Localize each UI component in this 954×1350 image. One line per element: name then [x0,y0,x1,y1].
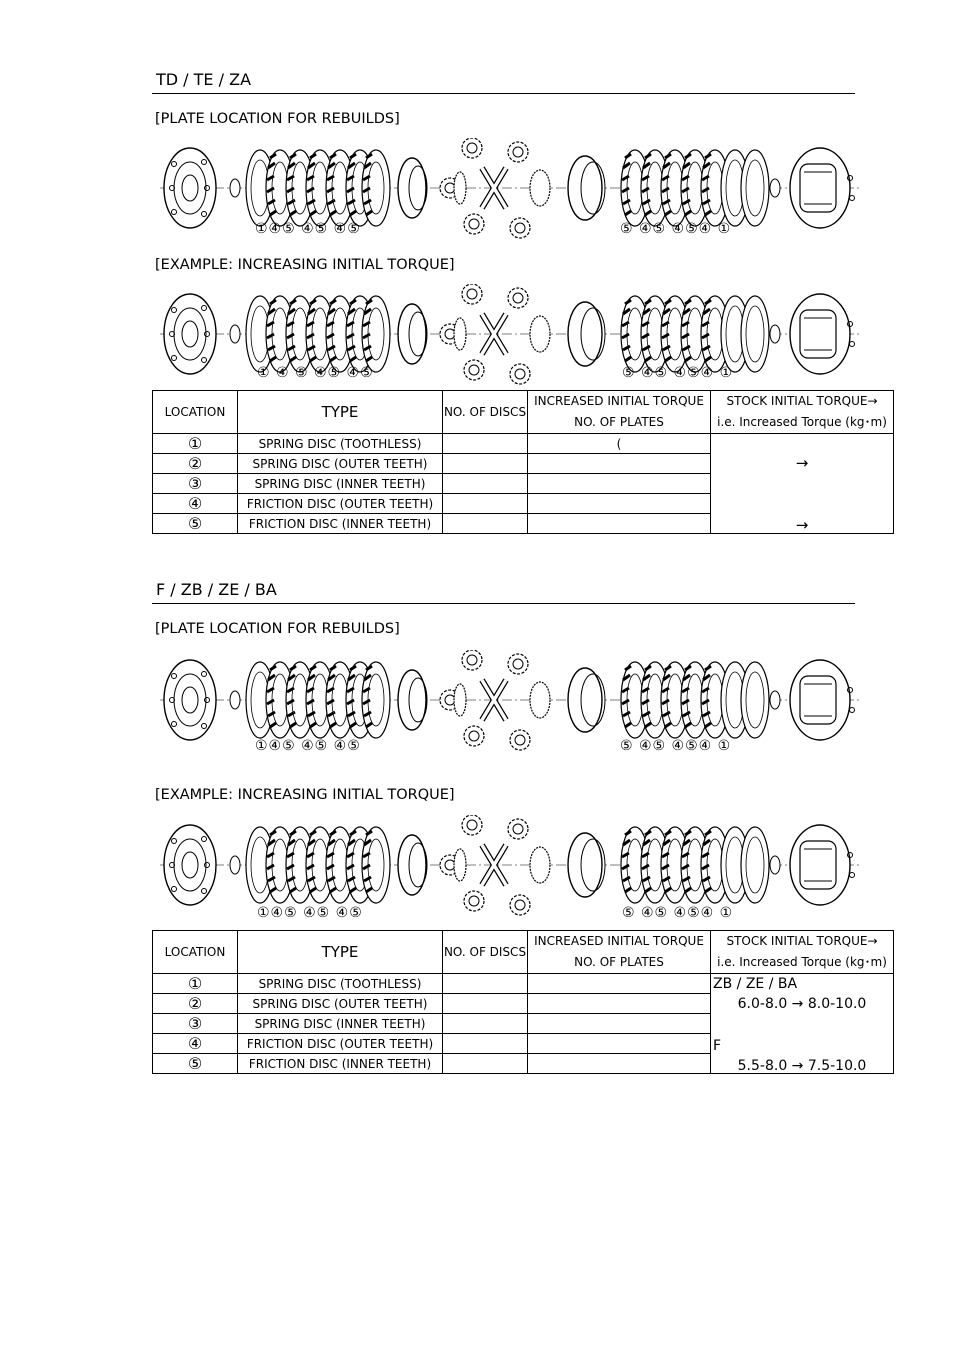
stock-torque-cell [711,434,894,534]
location-cell: ④ [153,1034,238,1054]
example-plate-numbers-left: ①④⑤ ④⑤ ④⑤ [257,905,363,921]
discs-cell [443,1014,528,1034]
rebuild-plate-numbers-right: ⑤ ④⑤ ④⑤④ ① [620,738,732,754]
header-location: LOCATION [153,931,238,974]
rebuild-label: [PLATE LOCATION FOR REBUILDS] [155,621,400,637]
table-header-row [153,391,894,434]
stock-torque-arrow: → [795,516,809,534]
discs-cell [443,494,528,514]
example-plate-numbers-right: ⑤ ④⑤ ④⑤④ ① [622,365,734,381]
type-cell: FRICTION DISC (OUTER TEETH) [238,494,443,514]
discs-cell [443,974,528,994]
stock-torque-arrow: → [795,454,809,472]
disc-spec-table [152,390,894,534]
type-cell: FRICTION DISC (OUTER TEETH) [238,1034,443,1054]
type-cell: FRICTION DISC (INNER TEETH) [238,514,443,534]
plates-cell [528,1054,711,1074]
type-cell: SPRING DISC (TOOTHLESS) [238,434,443,454]
section-divider [152,603,855,604]
plates-cell [528,454,711,474]
location-cell: ④ [153,494,238,514]
example-plate-numbers-left: ① ④ ⑤ ④⑤ ④⑤ [257,365,374,381]
location-cell: ③ [153,1014,238,1034]
plates-cell [528,974,711,994]
location-cell: ⑤ [153,514,238,534]
type-cell: SPRING DISC (OUTER TEETH) [238,454,443,474]
location-cell: ⑤ [153,1054,238,1074]
discs-cell [443,994,528,1014]
table-row [153,434,894,454]
disc-spec-table [152,930,894,1074]
section-title-td-te-za: TD / TE / ZA [156,70,252,89]
plates-cell [528,1034,711,1054]
discs-cell [443,1034,528,1054]
header-stock-torque: STOCK INITIAL TORQUE→ i.e. Increased Torque (kg･m) [711,391,894,434]
discs-cell [443,514,528,534]
header-type: TYPE [238,931,443,974]
stock-torque-value: 5.5-8.0 → 7.5-10.0 [737,1058,867,1074]
header-type: TYPE [238,391,443,434]
stock-torque-cell [711,974,894,1074]
type-cell: FRICTION DISC (INNER TEETH) [238,1054,443,1074]
example-label: [EXAMPLE: INCREASING INITIAL TORQUE] [155,257,455,273]
header-no-of-discs: NO. OF DISCS [443,391,528,434]
location-cell: ① [153,974,238,994]
location-cell: ① [153,434,238,454]
stock-model-f: F [713,1038,722,1054]
rebuild-label: [PLATE LOCATION FOR REBUILDS] [155,111,400,127]
plates-cell [528,994,711,1014]
location-cell: ② [153,454,238,474]
table-header-row [153,931,894,974]
location-cell: ③ [153,474,238,494]
example-plate-numbers-right: ⑤ ④⑤ ④⑤④ ① [622,905,734,921]
example-label: [EXAMPLE: INCREASING INITIAL TORQUE] [155,787,455,803]
plates-cell [528,474,711,494]
type-cell: SPRING DISC (TOOTHLESS) [238,974,443,994]
header-no-of-discs: NO. OF DISCS [443,931,528,974]
header-increased-torque: INCREASED INITIAL TORQUE NO. OF PLATES [528,391,711,434]
plates-cell: ( [528,434,711,454]
plates-cell [528,494,711,514]
section-title-f-zb-ze-ba: F / ZB / ZE / BA [156,580,277,599]
header-increased-torque: INCREASED INITIAL TORQUE NO. OF PLATES [528,931,711,974]
discs-cell [443,454,528,474]
plates-cell [528,1014,711,1034]
header-location: LOCATION [153,391,238,434]
stock-model-zb-ze-ba: ZB / ZE / BA [713,976,798,992]
discs-cell [443,1054,528,1074]
section-divider [152,93,855,94]
discs-cell [443,474,528,494]
discs-cell [443,434,528,454]
stock-torque-value: 6.0-8.0 → 8.0-10.0 [737,996,867,1012]
type-cell: SPRING DISC (OUTER TEETH) [238,994,443,1014]
rebuild-plate-numbers-left: ①④⑤ ④⑤ ④⑤ [255,738,361,754]
type-cell: SPRING DISC (INNER TEETH) [238,474,443,494]
header-stock-torque: STOCK INITIAL TORQUE→ i.e. Increased Torque (kg･m) [711,931,894,974]
table-row [153,974,894,994]
rebuild-plate-numbers-right: ⑤ ④⑤ ④⑤④ ① [620,221,732,237]
plates-cell [528,514,711,534]
rebuild-plate-numbers-left: ①④⑤ ④⑤ ④⑤ [255,221,361,237]
location-cell: ② [153,994,238,1014]
type-cell: SPRING DISC (INNER TEETH) [238,1014,443,1034]
